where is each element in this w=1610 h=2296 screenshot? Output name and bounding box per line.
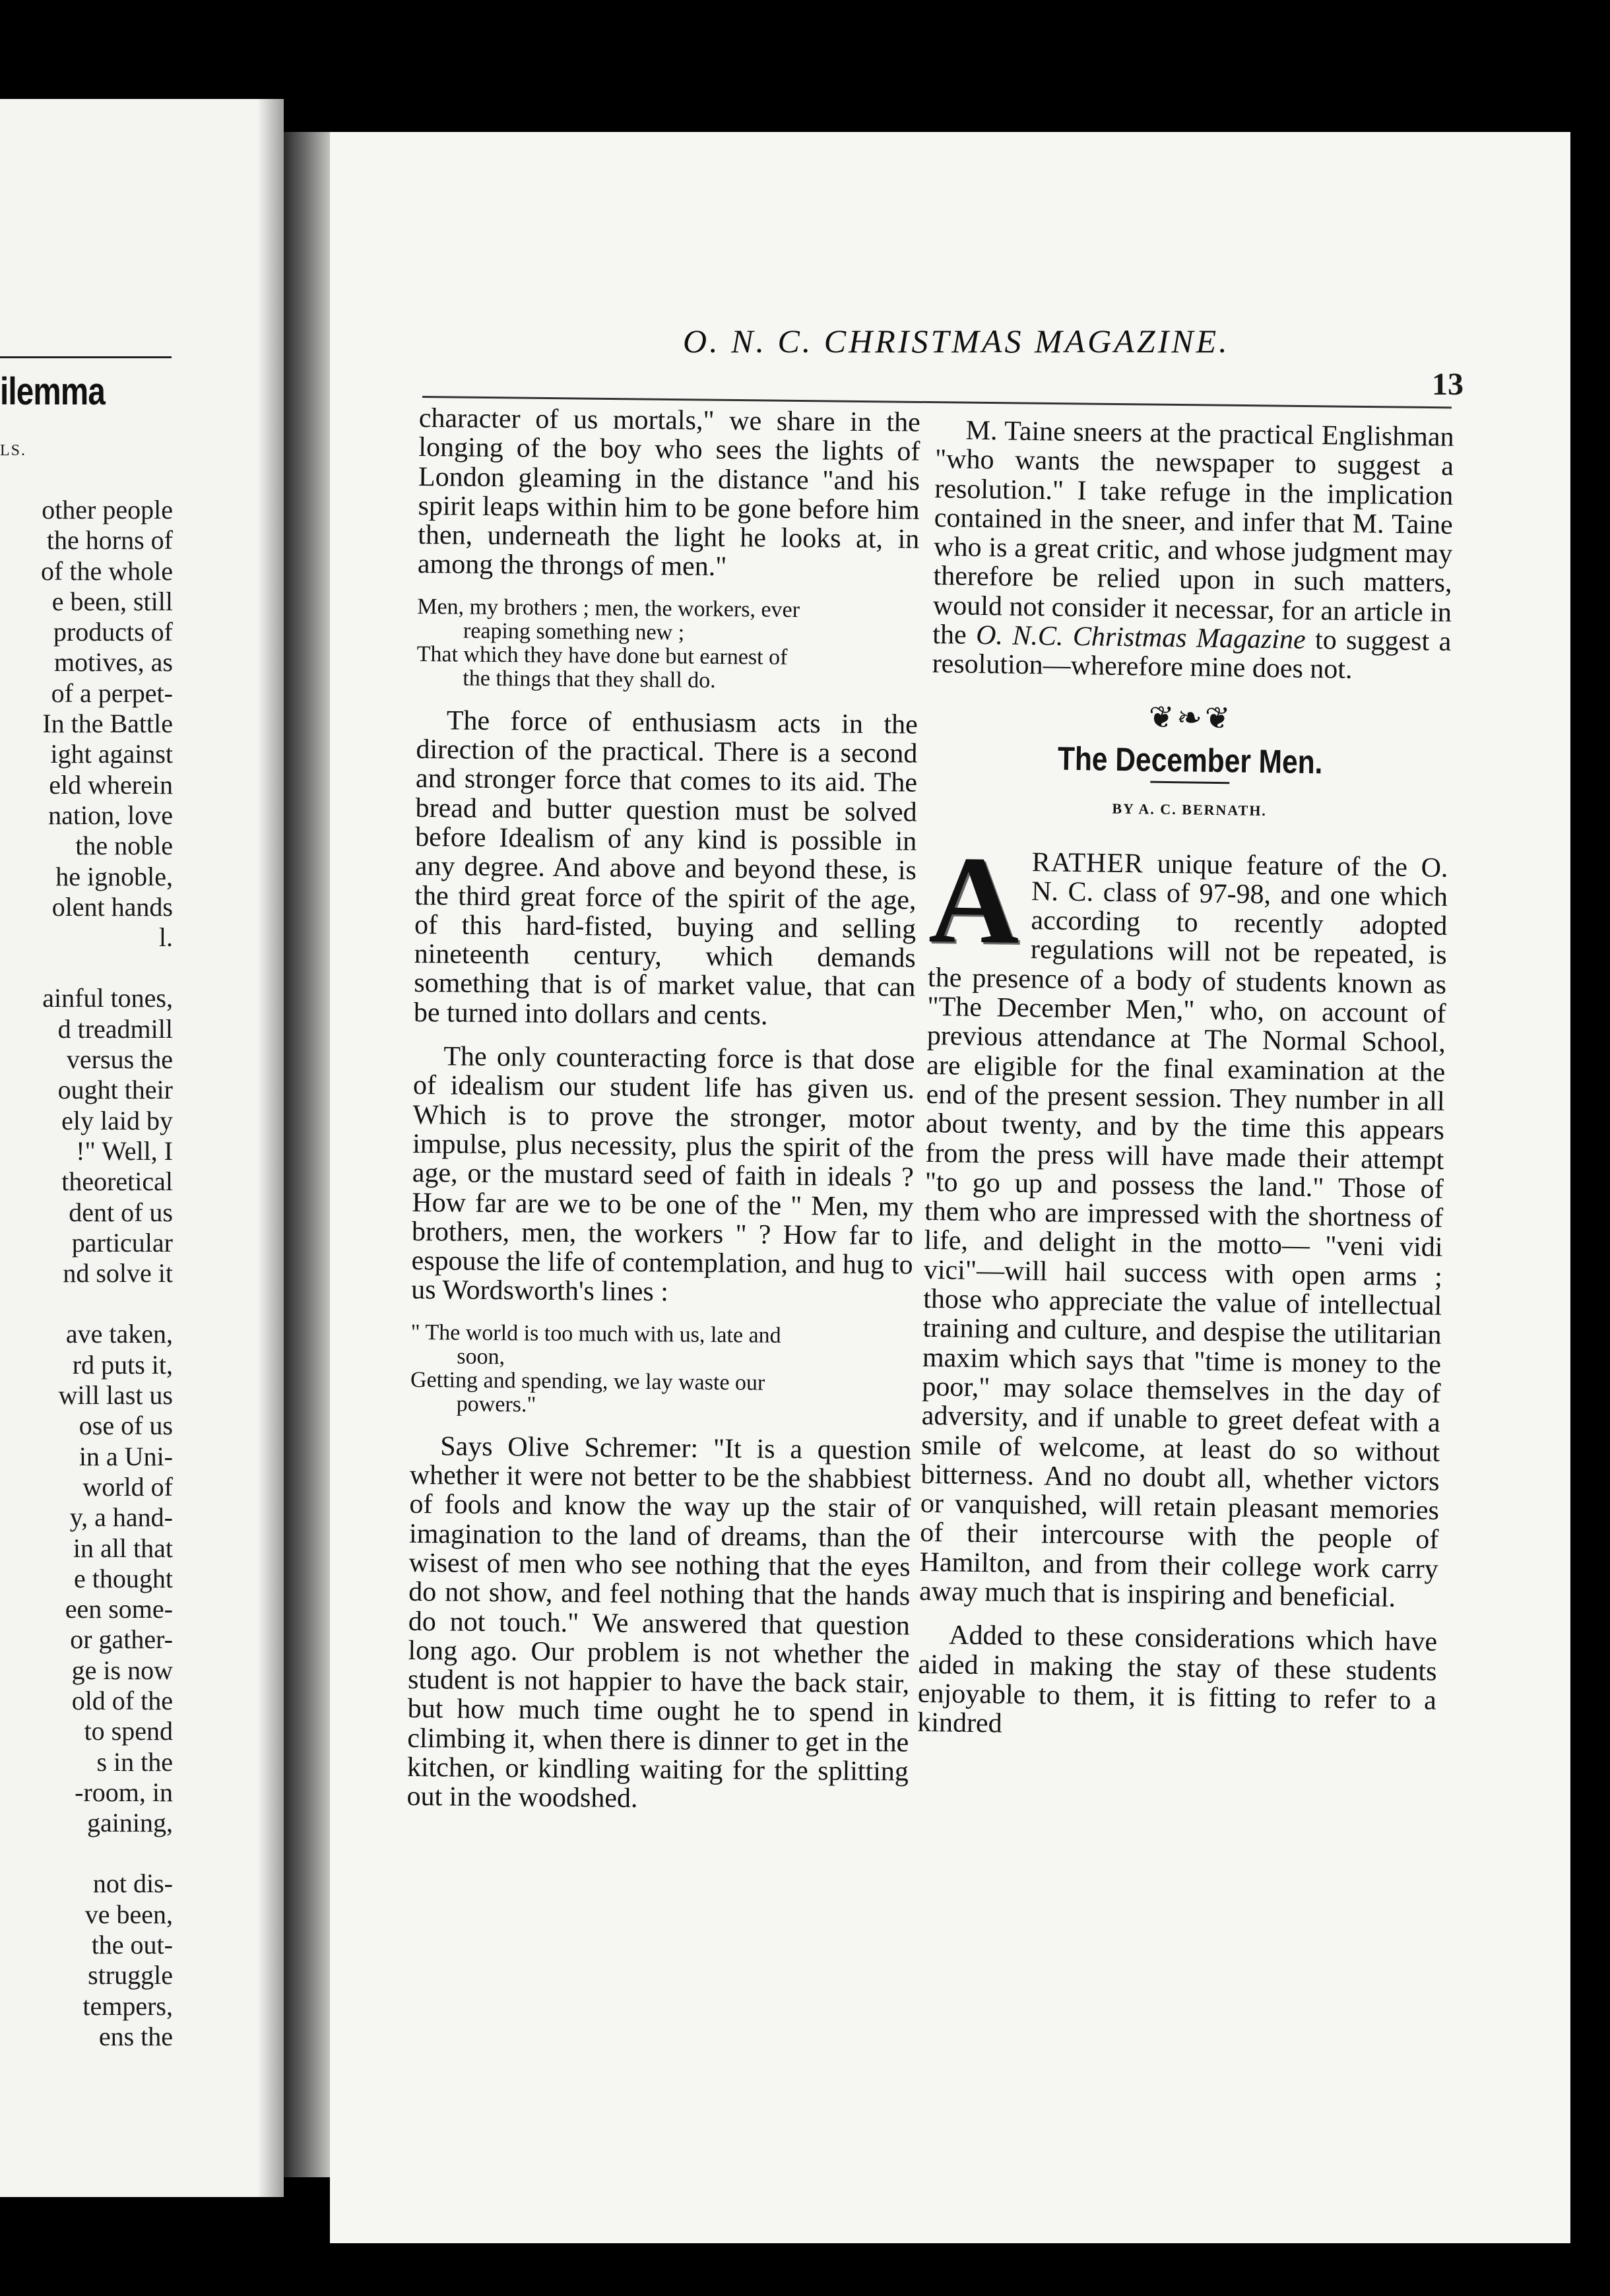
poem-line: Men, my brothers ; men, the workers, ever — [417, 594, 800, 622]
poem-quote-1 — [416, 595, 918, 695]
left-text-line: eld wherein — [49, 769, 173, 800]
left-text-line: struggle — [88, 1960, 173, 1991]
poem-quote-2 — [410, 1321, 913, 1420]
left-text-line: s in the — [96, 1746, 173, 1777]
paragraph: Says Olive Schremer: "It is a question whether it were not better to be the shabbiest of fools and know the way up the stair of imagination to the land of dreams, than the wisest of men who see nothing that the eyes do not show, and feel nothing that the hands do not touch." We answered that question long ago. Our problem is not whether the student is not happier to have the back stair, but how much time ought he to spend in climbing it, when there is dinner to get in the kitchen, or kindling waiting for the splitting out in the woodshed. — [406, 1431, 912, 1814]
magazine-name: O. N.C. Christmas Magazine — [975, 620, 1306, 655]
page-number: 13 — [1432, 367, 1464, 402]
left-text-line: In the Battle — [42, 709, 173, 739]
left-text-line: ainful tones, — [42, 983, 173, 1013]
left-text-line: he ignoble, — [55, 861, 173, 891]
left-text-line: will last us — [58, 1380, 173, 1411]
paragraph: Added to these considerations which have aided in making the stay of these students enjoyable to them, it is fitting to refer to a kindred — [917, 1620, 1438, 1739]
left-text-line: e been, still — [51, 586, 173, 616]
left-text-line — [0, 1838, 173, 1868]
left-text-line: theoretical — [61, 1166, 173, 1197]
column-1 — [406, 404, 920, 1816]
left-byline: LS. — [0, 442, 27, 459]
poem-line: " The world is too much with us, late and — [410, 1320, 781, 1348]
left-text-line: -room, in — [75, 1777, 173, 1807]
poem-line: reaping something new ; — [463, 618, 685, 645]
left-text-line: ought their — [57, 1075, 173, 1105]
left-text-line: ight against — [50, 739, 173, 769]
left-text-line: of the whole — [41, 556, 173, 586]
left-text-line: not dis- — [92, 1868, 173, 1899]
left-text-line: ve been, — [84, 1899, 173, 1929]
poem-line: powers." — [456, 1391, 536, 1417]
title-rule — [1150, 781, 1229, 784]
left-text-line: nd solve it — [63, 1258, 173, 1289]
left-text-line: l. — [158, 922, 173, 953]
left-text-line: the noble — [75, 831, 173, 861]
article-title: The December Men. — [1057, 740, 1323, 781]
left-text-line: e thought — [74, 1563, 173, 1593]
left-title-rule — [0, 356, 172, 358]
column-2 — [917, 416, 1454, 1744]
left-text-line: ge is now — [71, 1655, 173, 1685]
paragraph-text: to suggest a resolution—wherefore mine does not. — [932, 624, 1452, 686]
paragraph-text: unique feature of the O. N. C. class of 97-98, and one which according to recently adopted regulations will not be repeated, is the presence of a body of students known as "The December Men," who, on account of previous attendance at The Normal School, are eligible for the final examination at the end of the present session. They number in all about twenty, and by the time this appears from the press will have made their attempt "to go up and possess the land." Those of them who are impressed with the shortness of life, and delight in the motto— "veni vidi vici"—will hail success with open arms ; those who appreciate the value of intellectual training and culture, and despise the utilitarian maxim which says that "time is money to the poor," may solace themselves in the day of adversity, and if unable to greet defeat with a smile of welcome, at least do so without bitterness. And no doubt all, whether victors or vanquished, will retain pleasant memories of their intercourse with the people of Hamilton, and from their college work carry away much that is inspiring and beneficial. — [918, 848, 1448, 1613]
left-text-line: gaining, — [87, 1808, 173, 1838]
left-text-line: d treadmill — [57, 1013, 173, 1044]
poem-line: Getting and spending, we lay waste our — [410, 1367, 765, 1395]
running-header: O. N. C. CHRISTMAS MAGAZINE. — [683, 323, 1230, 360]
left-text-line: the out- — [91, 1930, 173, 1960]
left-text-line: ely laid by — [61, 1105, 173, 1135]
paragraph-text: M. Taine sneers at the practical Englishman "who wants the newspaper to suggest a resolution." I take refuge in the implication contained in the sneer, and infer that M. Taine who is a great critic, and whose judgment may therefore be relied upon in such matters, would not consider it necessar, for an article in the — [932, 415, 1454, 651]
left-text-line — [0, 953, 173, 983]
left-article-title: ilemma — [0, 370, 105, 413]
paragraph: The only counteracting force is that dose of idealism our student life has given us. Which is to prove the stronger, motor impulse, plus necessity, plus the spirit of the age, or the mustard seed of faith in ideals ? How far are we to be one of the " Men, my brothers, men, the workers " ? How far to espouse the life of contemplation, and hug to us Wordsworth's lines : — [411, 1041, 915, 1308]
left-text-line: to spend — [84, 1716, 173, 1746]
poem-line: That which they have done but earnest of — [416, 641, 788, 670]
left-text-line: nation, love — [48, 800, 173, 830]
left-text-line: dent of us — [69, 1197, 173, 1227]
left-text-line: particular — [71, 1227, 173, 1258]
ornament-icon: ❦❧❦ — [1148, 700, 1233, 736]
paragraph — [918, 830, 1448, 1613]
left-text-line: !" Well, I — [76, 1135, 173, 1166]
left-text-line: tempers, — [82, 1991, 173, 2021]
left-text-line: the horns of — [46, 525, 173, 556]
left-text-line: old of the — [71, 1685, 173, 1715]
drop-cap: A — [928, 830, 1021, 971]
left-text-line: motives, as — [54, 647, 173, 678]
paragraph: character of us mortals," we share in the longing of the boy who sees the lights of London gleaming in the distance "and his spirit leaps within him to be gone before him then, underneath the light he looks at, in among the throngs of men." — [417, 403, 920, 583]
left-text-line: in a Uni- — [79, 1441, 173, 1471]
left-text-lines — [0, 495, 173, 2052]
left-text-line: world of — [82, 1471, 173, 1502]
left-text-line: ave taken, — [65, 1319, 173, 1349]
left-text-line: ens the — [98, 2021, 173, 2051]
left-page-fragment — [0, 99, 284, 2197]
left-text-line: ose of us — [79, 1411, 173, 1441]
left-text-line: een some- — [65, 1594, 173, 1624]
left-text-line: y, a hand- — [69, 1502, 173, 1533]
poem-line: soon, — [457, 1344, 505, 1369]
left-text-line: of a perpet- — [51, 678, 173, 708]
left-text-line — [0, 1289, 173, 1319]
left-text-line: versus the — [66, 1044, 173, 1075]
left-text-line: other people — [42, 495, 173, 525]
left-text-line: or gather- — [70, 1624, 173, 1655]
left-text-line: in all that — [73, 1533, 173, 1563]
paragraph — [932, 416, 1454, 686]
lead-word: RATHER — [1031, 846, 1144, 879]
article-byline: BY A. C. BERNATH. — [1112, 800, 1268, 819]
left-text-line: products of — [53, 617, 173, 647]
left-text-line: olent hands — [51, 891, 173, 922]
left-text-line: rd puts it, — [72, 1349, 173, 1380]
poem-line: the things that they shall do. — [463, 666, 716, 693]
paragraph: The force of enthusiasm acts in the direction of the practical. There is a second and stronger force that comes to its aid. The bread and butter question must be solved before Idealism of any kind is possible in any degree. And above and beyond these, is the third great force of the spirit of the age, of this hard-fisted, buying and selling nineteenth century, which demands something that is of market value, that can be turned into dollars and cents. — [413, 705, 918, 1031]
